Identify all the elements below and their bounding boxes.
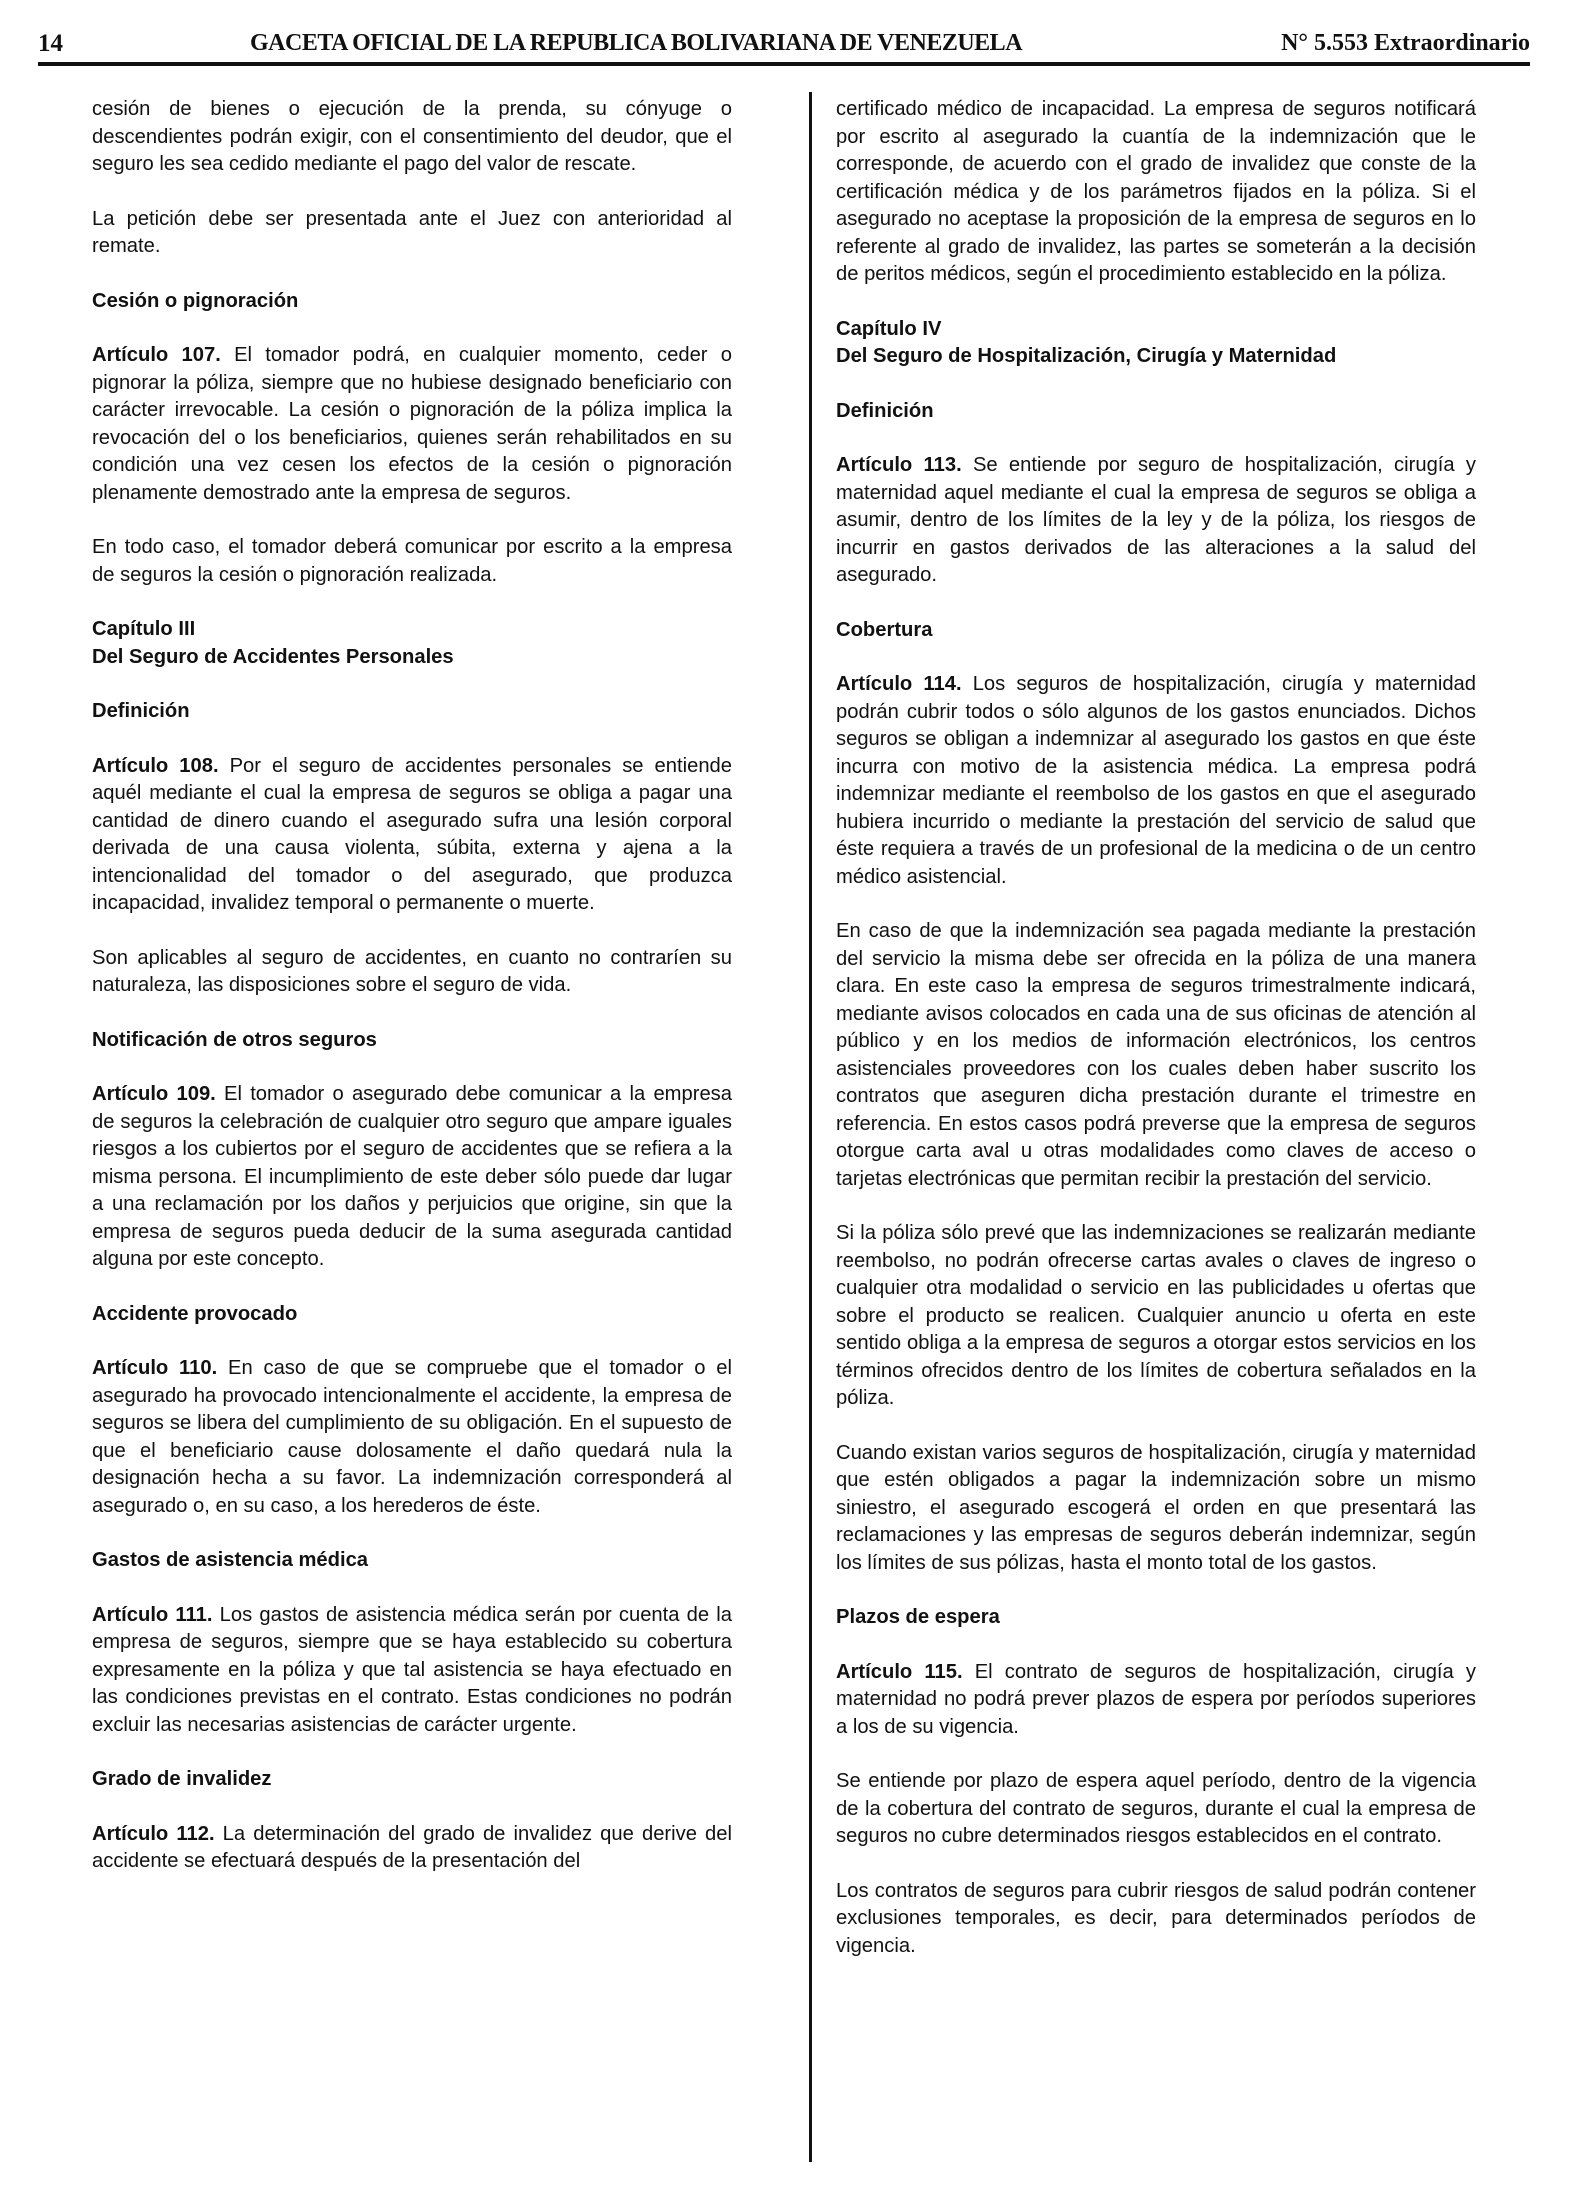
paragraph: Son aplicables al seguro de accidentes, en cuanto no contraríen su naturaleza, las disposiciones sobre el seguro de vida. <box>92 946 732 996</box>
article-text: El contrato de seguros de hospitalización, cirugía y maternidad no podrá prever plazos de espera por períodos superiores a los de su vigencia. <box>836 1660 1476 1738</box>
article-text: Se entiende por seguro de hospitalización, cirugía y maternidad aquel mediante el cual la empresa de seguros se obliga a asumir, dentro de los límites de la ley y de la póliza, los riesgos de incurrir en gastos derivados de las alteraciones a la salud del asegurado. <box>836 454 1476 586</box>
article-label: Artículo 110. <box>92 1357 218 1379</box>
section-heading: Cesión o pignoración <box>92 289 299 312</box>
article-112 <box>92 1821 732 1876</box>
article-text: Los seguros de hospitalización, cirugía y maternidad podrán cubrir todos o sólo algunos de los gastos enunciados. Dichos seguros se obligan a indemnizar al asegurado los gastos en que éste incurra con motivo de la asistencia médica. La empresa podrá indemnizar mediante el reembolso de los gastos en que el asegurado hubiera incurrido o mediante la prestación del servicio de salud que éste requiera a través de un profesional de la medicina o de un centro médico asistencial. <box>836 673 1476 888</box>
section-heading: Accidente provocado <box>92 1302 298 1325</box>
article-109 <box>92 1081 732 1274</box>
column-divider <box>809 92 812 2162</box>
right-column <box>836 96 1476 1960</box>
article-label: Artículo 115. <box>836 1660 963 1683</box>
section-heading: Plazos de espera <box>836 1606 1000 1628</box>
article-114 <box>836 671 1476 891</box>
paragraph: En caso de que la indemnización sea pagada mediante la prestación del servicio la misma debe ser ofrecida en la póliza de una manera clara. En este caso la empresa de seguros trimestralmente indicará, mediante avisos colocados en cada una de sus oficinas de atención al público y en los medios de información electrónicos, los centros asistenciales proveedores con los cuales deben haber suscrito los contratos que aseguren dicha prestación durante el trimestre en referencia. En estos casos podrá preverse que la empresa de seguros otorgue carta aval u otras modalidades como claves de acceso o tarjetas electrónicas que permitan recibir la prestación del servicio. <box>836 920 1476 1190</box>
paragraph: cesión de bienes o ejecución de la prenda, su cónyuge o descendientes podrán exigir, con el consentimiento del deudor, que el seguro les sea cedido mediante el pago del valor de rescate. <box>92 98 732 175</box>
article-text: Los gastos de asistencia médica serán por cuenta de la empresa de seguros, siempre que se haya establecido su cobertura expresamente en la póliza y que tal asistencia se haya efectuado en las condiciones previstas en el contrato. Estas condiciones no podrán excluir las necesarias asistencias de carácter urgente. <box>92 1603 732 1736</box>
chapter-title: Capítulo III <box>92 618 196 640</box>
article-text: El tomador o asegurado debe comunicar a la empresa de seguros la celebración de cualquier otro seguro que ampare iguales riesgos a los cubiertos por el seguro de accidentes que se refiera a la misma persona. El incumplimiento de este deber sólo puede dar lugar a una reclamación por los daños y perjuicios que origine, sin que la empresa de seguros pueda deducir de la suma asegurada cantidad alguna por este concepto. <box>92 1083 732 1270</box>
paragraph: En todo caso, el tomador deberá comunicar por escrito a la empresa de seguros la cesión o pignoración realizada. <box>92 536 732 586</box>
article-113 <box>836 452 1476 590</box>
article-111 <box>92 1602 732 1740</box>
article-label: Artículo 112. <box>92 1822 215 1845</box>
article-115 <box>836 1659 1476 1742</box>
paragraph: Si la póliza sólo prevé que las indemnizaciones se realizarán mediante reembolso, no podrán ofrecerse cartas avales o claves de ingreso o cualquier otra modalidad o servicio en las publicidades u ofertas que sobre el producto se realicen. Cualquier anuncio u oferta en este sentido obliga a la empresa de seguros a otorgar estos servicios en los términos ofrecidos dentro de los límites de cobertura señalados en la póliza. <box>836 1222 1476 1409</box>
article-107 <box>92 342 732 507</box>
article-label: Artículo 111. <box>92 1603 213 1626</box>
article-110 <box>92 1355 732 1520</box>
paragraph: Cuando existan varios seguros de hospitalización, cirugía y maternidad que estén obligados a pagar la indemnización sobre un mismo siniestro, el asegurado escogerá el orden en que presentará las reclamaciones y las empresas de seguros deberán indemnizar, según los límites de sus pólizas, hasta el monto total de los gastos. <box>836 1441 1476 1574</box>
article-108 <box>92 753 732 918</box>
article-label: Artículo 114. <box>836 673 962 695</box>
left-column <box>92 96 732 1876</box>
section-heading: Notificación de otros seguros <box>92 1028 377 1051</box>
page-number: 14 <box>38 30 63 57</box>
article-text: La determinación del grado de invalidez que derive del accidente se efectuará después de la presentación del <box>92 1822 732 1872</box>
article-text: En caso de que se compruebe que el tomador o el asegurado ha provocado intencionalmente el accidente, la empresa de seguros se libera del cumplimiento de su obligación. En el supuesto de que el beneficiario cause dolosamente el daño quedará nula la designación hecha a su favor. La indemnización corresponderá al asegurado o, en su caso, a los herederos de éste. <box>92 1357 732 1517</box>
gazette-title: GACETA OFICIAL DE LA REPUBLICA BOLIVARIANA DE VENEZUELA <box>250 30 1023 56</box>
chapter-title: Capítulo IV <box>836 317 942 340</box>
paragraph: Se entiende por plazo de espera aquel período, dentro de la vigencia de la cobertura del contrato de seguros, durante el cual la empresa de seguros no cubre determinados riesgos establecidos en el contrato. <box>836 1770 1476 1847</box>
paragraph: Los contratos de seguros para cubrir riesgos de salud podrán contener exclusiones temporales, es decir, para determinados períodos de vigencia. <box>836 1879 1476 1957</box>
issue-number: N° 5.553 Extraordinario <box>1281 30 1530 56</box>
article-label: Artículo 107. <box>92 344 221 366</box>
article-label: Artículo 109. <box>92 1083 216 1105</box>
chapter-subtitle: Del Seguro de Accidentes Personales <box>92 645 454 668</box>
article-text: El tomador podrá, en cualquier momento, ceder o pignorar la póliza, siempre que no hubiese designado beneficiario con carácter irrevocable. La cesión o pignoración de la póliza implica la revocación del o los beneficiarios, quienes serán rehabilitados en su condición una vez cesen los efectos de la cesión o pignoración plenamente demostrado ante la empresa de seguros. <box>92 344 733 504</box>
article-label: Artículo 113. <box>836 454 962 476</box>
article-label: Artículo 108. <box>92 754 219 777</box>
paragraph: La petición debe ser presentada ante el Juez con anterioridad al remate. <box>92 207 732 257</box>
article-text: Por el seguro de accidentes personales se entiende aquél mediante el cual la empresa de seguros se obliga a pagar una cantidad de dinero cuando el asegurado sufra una lesión corporal derivada de una causa violenta, súbita, externa y ajena a la intencionalidad del tomador o del asegurado, que produzca incapacidad, invalidez temporal o permanente o muerte. <box>92 754 732 914</box>
section-heading: Cobertura <box>836 618 933 641</box>
chapter-subtitle: Del Seguro de Hospitalización, Cirugía y Maternidad <box>836 345 1337 367</box>
paragraph: certificado médico de incapacidad. La empresa de seguros notificará por escrito al asegurado la cuantía de la indemnización que le corresponde, de acuerdo con el grado de invalidez que conste de la certificación médica y de los parámetros fijados en la póliza. Si el asegurado no aceptase la proposición de la empresa de seguros en lo referente al grado de invalidez, las partes se someterán a la decisión de peritos médicos, según el procedimiento establecido en la póliza. <box>836 98 1476 285</box>
section-heading: Definición <box>836 399 934 422</box>
gazette-header <box>38 28 1530 66</box>
section-heading: Definición <box>92 700 190 722</box>
section-heading: Gastos de asistencia médica <box>92 1549 369 1571</box>
section-heading: Grado de invalidez <box>92 1768 272 1790</box>
